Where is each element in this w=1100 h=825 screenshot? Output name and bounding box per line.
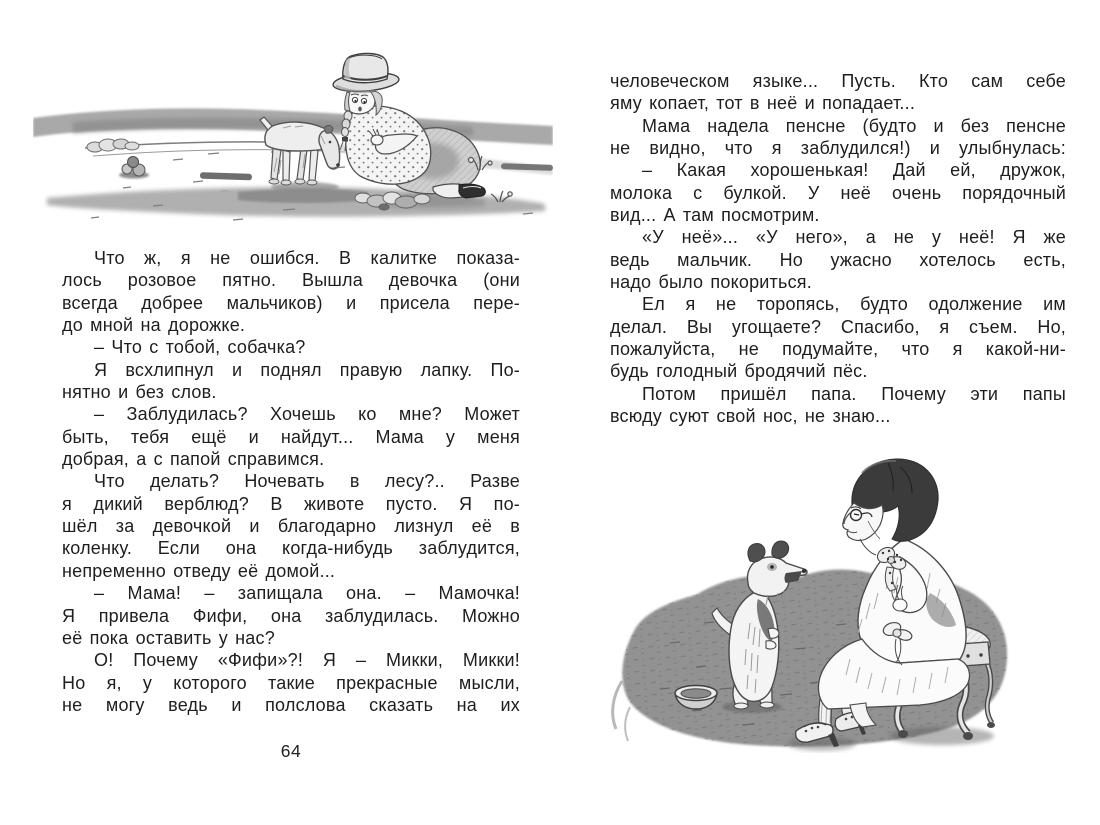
text-line: ведь мальчик. Но ужасно хотелось есть, <box>610 249 1066 270</box>
text-line: – Заблудилась? Хочешь ко мне? Может <box>94 404 520 425</box>
text-line: я дикий верблюд? В животе пусто. Я по- <box>62 493 520 514</box>
text-line: яму копает, тот в неё и попадает... <box>610 93 916 114</box>
text-line: будь голодный бродячий пёс. <box>610 361 868 382</box>
text-line: лось розовое пятно. Вышла девочка (они <box>62 270 520 291</box>
text-line: Что делать? Ночевать в лесу?.. Разве <box>94 471 520 492</box>
text-line: молока с булкой. У неё очень порядочный <box>610 182 1066 203</box>
illustration-lady-with-begging-dog <box>600 443 1014 753</box>
sad-dog-figure <box>260 117 340 192</box>
text-line: – Мама! – запищала она. – Мамочка! <box>94 583 520 604</box>
text-line: Я всхлипнул и поднял правую лапку. По- <box>94 359 520 380</box>
text-line: Мама надела пенсне (будто и без пенсне <box>642 115 1066 136</box>
illustration-girl-and-sad-dog <box>33 48 553 238</box>
text-line: её пока оставить у нас? <box>62 627 275 648</box>
text-line: всюду суют свой нос, не знаю... <box>610 406 891 427</box>
text-line: коленку. Если она когда-нибудь заблудится, <box>62 538 520 559</box>
text-line: «У неё»... «У него», а не у неё! Я же <box>642 227 1066 248</box>
text-line: человеческом языке... Пусть. Кто сам себе <box>610 71 1066 91</box>
left-page-text <box>62 247 520 716</box>
text-line: вид... А там посмотрим. <box>610 205 820 226</box>
text-line: Потом пришёл папа. Почему эти папы <box>642 383 1066 404</box>
text-line: не могу ведь и полслова сказать на их <box>62 694 520 715</box>
text-line: быть, тебя ещё и найдут... Мама у меня <box>62 426 520 447</box>
text-line: непременно отведу её домой... <box>62 560 336 581</box>
text-line: Я привела Фифи, она заблудилась. Можно <box>62 605 520 626</box>
text-line: – Что с тобой, собачка? <box>94 337 306 358</box>
text-line: не видно, что я заблудился!) и улыбнулась: <box>610 138 1066 159</box>
text-line: всегда добрее мальчиков) и присела пере- <box>62 292 520 313</box>
text-line: делал. Вы угощаете? Спасибо, я съем. Но, <box>610 316 1066 337</box>
text-line: до мной на дорожке. <box>62 315 246 336</box>
text-line: добрая, а с папой справимся. <box>62 449 325 470</box>
text-line: Но я, у которого такие прекрасные мысли, <box>62 672 520 693</box>
right-page-text <box>610 70 1066 428</box>
text-line: нятно и без слов. <box>62 382 217 403</box>
text-line: пожалуйста, не подумайте, что я какой-ни- <box>610 339 1066 360</box>
page-number: 64 <box>280 741 302 761</box>
text-line: – Какая хорошенькая! Дай ей, дружок, <box>642 160 1066 181</box>
text-line: О! Почему «Фифи»?! Я – Микки, Микки! <box>94 650 520 671</box>
text-line: Ел я не торопясь, будто одолжение им <box>642 294 1066 315</box>
text-line: Что ж, я не ошибся. В калитке показа- <box>94 248 520 268</box>
text-line: надо было покориться. <box>610 272 812 293</box>
text-line: шёл за девочкой и благодарно лизнул её в <box>62 516 520 537</box>
